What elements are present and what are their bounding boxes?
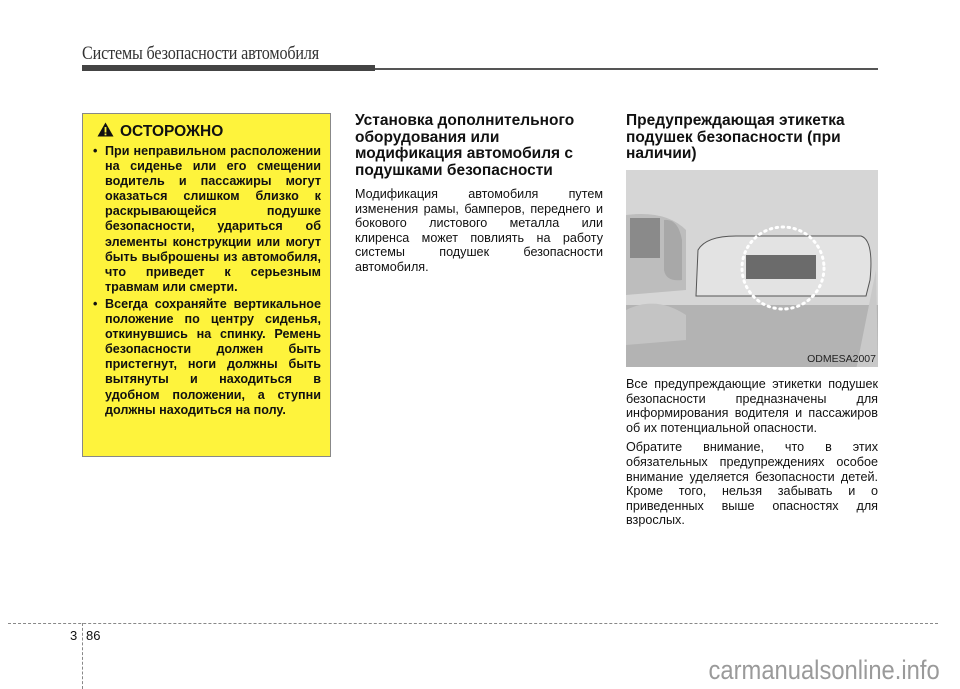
chapter-number: 3 [70, 628, 78, 643]
middle-column [355, 113, 603, 280]
caution-item: • Всегда сохраняйте вертикальное положение по центру сиденья, откинувшись на спинку. Ремень безопасности должен быть пристегнут, ноги должны быть вытянуты и находиться в удобном положении, а ступни должны находиться на полу. [93, 297, 321, 418]
body-text: Все предупреждающие этикетки подушек безопасности предназначены для информирования водителя и пассажиров об их потенциальной опасности. [626, 377, 878, 435]
body-text: Обратите внимание, что в этих обязательных предупреждениях особое внимание уделяется безопасности детей. Кроме того, нельзя забывать и о приведенных выше опасностях для взрослых. [626, 440, 878, 528]
footer-divider [82, 623, 83, 689]
sun-visor-illustration [626, 170, 878, 367]
section-title: Системы безопасности автомобиля [82, 43, 320, 64]
caution-item: • При неправильном расположении на сиденье или его смещении водитель и пассажиры могут оказаться слишком близко к раскрывающейся подушке безопасности, удариться об элементы конструкции или могут быть выброшены из автомобиля, что приведет к серьезным травмам или смерти. [93, 144, 321, 295]
page-number: 86 [86, 628, 101, 643]
caution-title [97, 122, 321, 142]
header-rule [375, 68, 878, 70]
section-heading: Установка дополнительного оборудования или модификация автомобиля с подушками безопасности [355, 112, 575, 179]
caution-box [82, 113, 331, 457]
header-bar [82, 65, 375, 71]
watermark: carmanualsonline.info [708, 655, 940, 685]
footer-rule [8, 623, 938, 624]
caution-title-text: ОСТОРОЖНО [120, 123, 224, 140]
body-text: Модификация автомобиля путем изменения рамы, бамперов, переднего и бокового листового металла или клиренса может повлиять на работу системы подушек безопасности автомобиля. [355, 187, 603, 274]
airbag-label-photo [626, 170, 878, 367]
image-code: ODMESA2007 [807, 353, 876, 365]
section-heading: Предупреждающая этикетка подушек безопасности (при наличии) [626, 112, 845, 162]
right-column-body [626, 377, 878, 533]
warning-triangle-icon [97, 122, 114, 142]
right-column-heading-wrap [626, 113, 878, 171]
